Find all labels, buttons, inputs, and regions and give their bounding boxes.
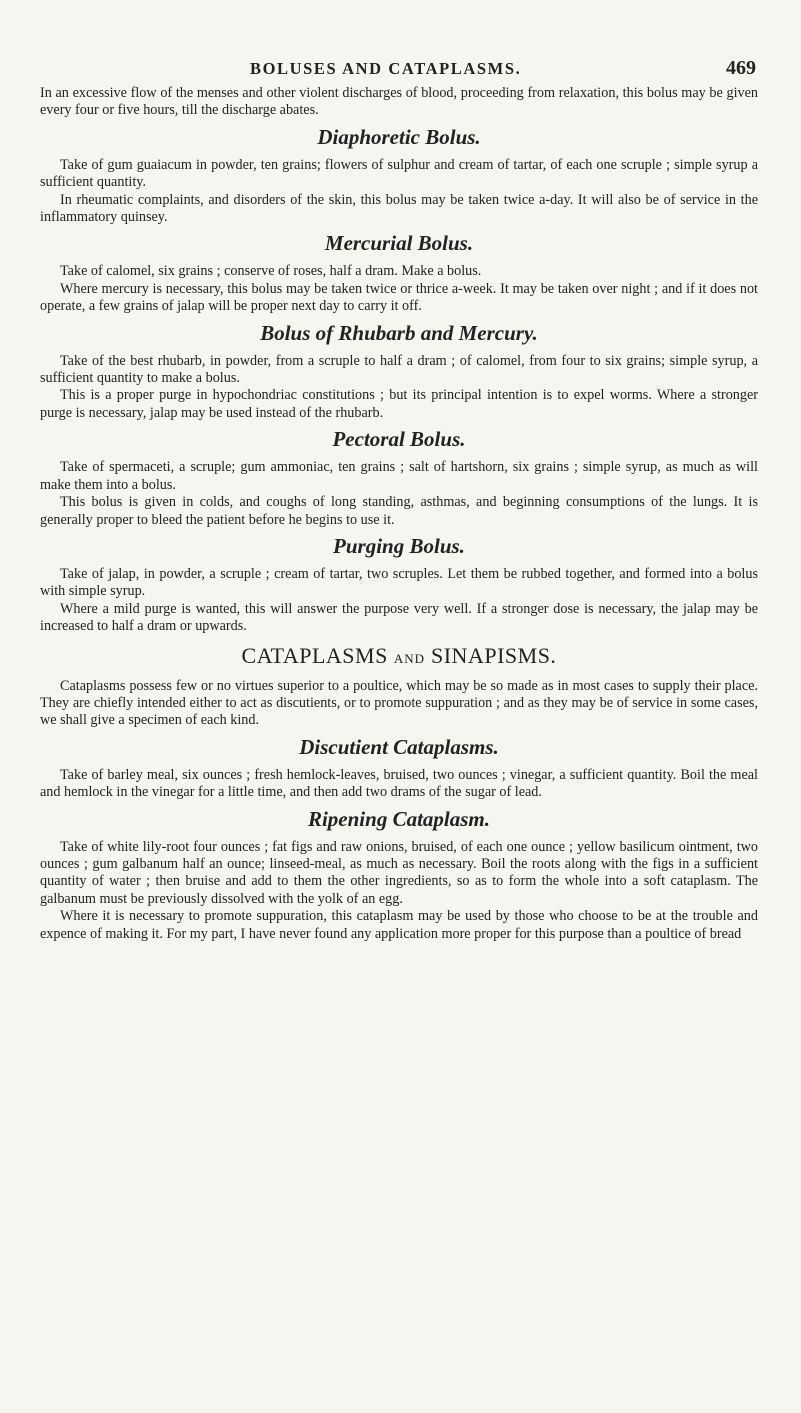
recipe-heading: Bolus of Rhubarb and Mercury. bbox=[260, 320, 538, 345]
paragraph: Where a mild purge is wanted, this will answer the purpose very well. If a stronger dose is necessary, the jalap may be increased to half a dram or upwards. bbox=[40, 600, 758, 635]
recipe-heading: Pectoral Bolus. bbox=[332, 427, 466, 452]
recipe-heading: Purging Bolus. bbox=[333, 533, 465, 558]
running-head bbox=[0, 57, 801, 83]
recipe-heading: Ripening Cataplasm. bbox=[307, 806, 491, 831]
paragraph: This bolus is given in colds, and coughs of long standing, asthmas, and beginning consumptions of the lungs. It is generally proper to bleed the patient before he begins to use it. bbox=[40, 494, 758, 528]
paragraph: Take of spermaceti, a scruple; gum ammoniac, ten grains ; salt of hartshorn, six grains ; simple syrup, as much as will make them into a bolus. bbox=[40, 459, 758, 493]
paragraph: Where it is necessary to promote suppuration, this cataplasm may be used by those who choose to be at the trouble and expence of making it. For my part, I have never found any application more proper for this purpose than a poultice of bread bbox=[40, 908, 758, 942]
section-heading-part: SINAPISMS. bbox=[425, 642, 557, 668]
paragraph: Take of gum guaiacum in powder, ten grains; flowers of sulphur and cream of tartar, of each one scruple ; simple syrup a sufficient quantity. bbox=[40, 156, 758, 191]
paragraph: Take of jalap, in powder, a scruple ; cream of tartar, two scruples. Let them be rubbed together, and formed into a bolus with simple syrup. bbox=[40, 565, 758, 600]
paragraph: Take of calomel, six grains ; conserve of roses, half a dram. Make a bolus. bbox=[60, 263, 482, 280]
paragraph: In an excessive flow of the menses and other violent discharges of blood, proceeding from relaxation, this bolus may be given every four or five hours, till the discharge abates. bbox=[40, 85, 758, 119]
recipe-heading: Mercurial Bolus. bbox=[324, 231, 474, 256]
section-heading-part: CATAPLASMS bbox=[241, 642, 394, 668]
recipe-heading: Discutient Cataplasms. bbox=[299, 734, 499, 759]
paragraph: Take of the best rhubarb, in powder, from a scruple to half a dram ; of calomel, from four to six grains; simple syrup, a sufficient quantity to make a bolus. bbox=[40, 352, 758, 387]
paragraph: Cataplasms possess few or no virtues superior to a poultice, which may be so made as in most cases to supply their place. They are chiefly intended either to act as discutients, or to promote suppuration ; and as they may be of service in some cases, we shall give a specimen of each kind. bbox=[40, 677, 758, 729]
paragraph: This is a proper purge in hypochondriac constitutions ; but its principal intention is to expel worms. Where a stronger purge is necessary, jalap may be used instead of the rhubarb. bbox=[40, 387, 758, 421]
paragraph: In rheumatic complaints, and disorders of the skin, this bolus may be taken twice a-day. It will also be of service in the inflammatory quinsey. bbox=[40, 191, 758, 226]
recipe-heading: Diaphoretic Bolus. bbox=[317, 124, 481, 149]
section-heading-conjunction: AND bbox=[393, 650, 425, 666]
paragraph: Where mercury is necessary, this bolus may be taken twice or thrice a-week. It may be taken over night ; and if it does not operate, a few grains of jalap will be proper next day to carry it off. bbox=[40, 280, 758, 315]
body-text bbox=[40, 85, 758, 943]
running-title: BOLUSES AND CATAPLASMS. bbox=[250, 59, 522, 78]
paragraph: Take of white lily-root four ounces ; fat figs and raw onions, bruised, of each one ounce ; yellow basilicum ointment, two ounces ; gum galbanum half an ounce; linseed-meal, as much as necessary. Boil the roots along with the figs in a sufficient quantity of water ; then bruise and add to them the other ingredients, so as to form the whole into a soft cataplasm. The galbanum must be previously dissolved with the yolk of an egg. bbox=[40, 838, 758, 907]
paragraph: Take of barley meal, six ounces ; fresh hemlock-leaves, bruised, two ounces ; vinegar, a sufficient quantity. Boil the meal and hemlock in the vinegar for a little time, and then add two drams of the sugar of lead. bbox=[40, 766, 758, 801]
page-number: 469 bbox=[726, 57, 756, 79]
section-heading bbox=[40, 643, 758, 672]
